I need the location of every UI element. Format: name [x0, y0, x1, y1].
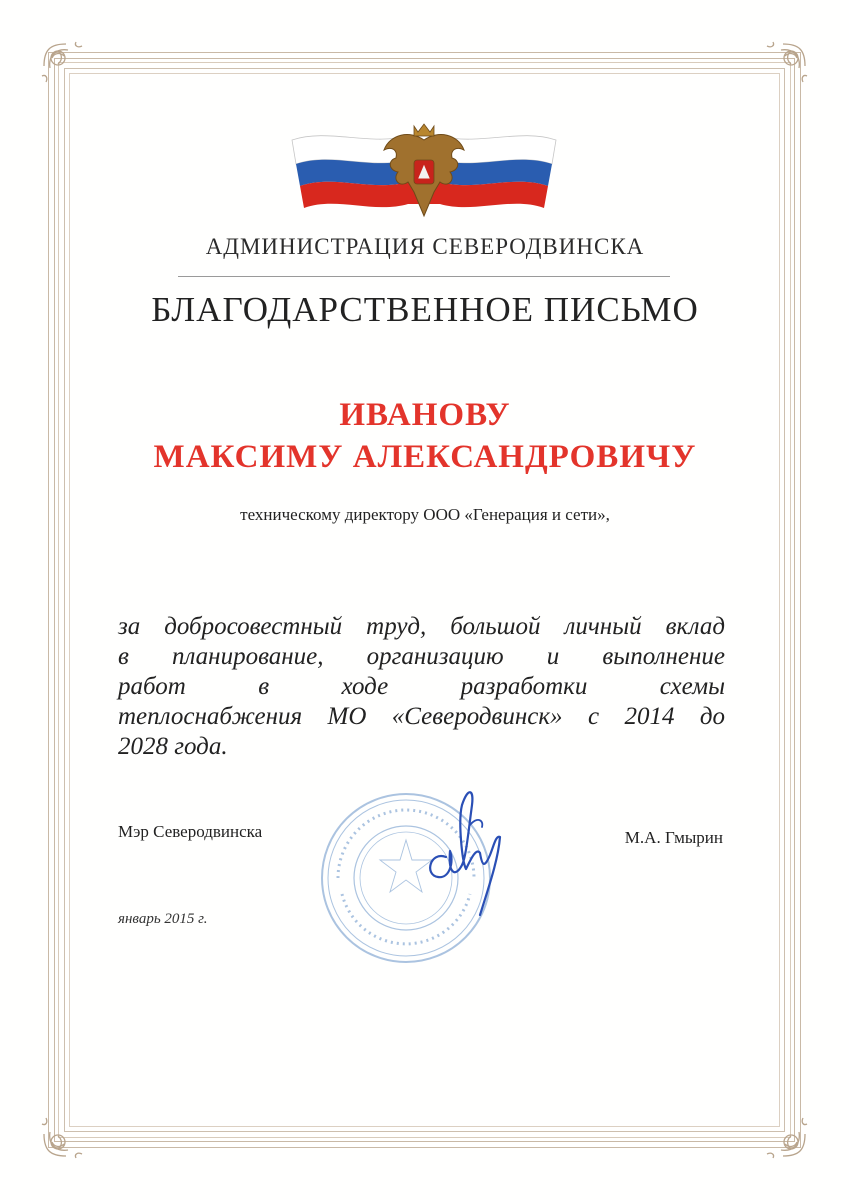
document-date: январь 2015 г.: [118, 911, 208, 927]
signatory-name: М.А. Гмырин: [624, 828, 723, 847]
recipient-given-names: МАКСИМУ АЛЕКСАНДРОВИЧУ: [153, 439, 697, 475]
corner-ornament-icon: [36, 1104, 96, 1164]
corner-ornament-icon: [36, 36, 96, 96]
frame-border-inner: [69, 73, 780, 1127]
body-line: за добросовестный труд, большой личный вклад: [118, 613, 725, 640]
corner-ornament-icon: [753, 1104, 813, 1164]
header-divider: [178, 276, 670, 277]
flag-and-emblem: [288, 120, 560, 224]
handwritten-signature-icon: [410, 765, 530, 925]
document-title: БЛАГОДАРСТВЕННОЕ ПИСЬМО: [151, 290, 699, 329]
letter-body: [118, 612, 725, 762]
body-line: работ в ходе разработки схемы: [118, 673, 725, 700]
recipient-position: техническому директору ООО «Генерация и сети»,: [240, 505, 610, 524]
recipient-surname: ИВАНОВУ: [339, 397, 511, 433]
signatory-title: Мэр Северодвинска: [118, 822, 263, 841]
body-line: теплоснабжения МО «Северодвинск» с 2014 до: [118, 703, 725, 730]
body-line: 2028 года.: [118, 733, 228, 760]
organization-name: АДМИНИСТРАЦИЯ СЕВЕРОДВИНСКА: [205, 234, 645, 259]
corner-ornament-icon: [753, 36, 813, 96]
body-line: в планирование, организацию и выполнение: [118, 643, 725, 670]
